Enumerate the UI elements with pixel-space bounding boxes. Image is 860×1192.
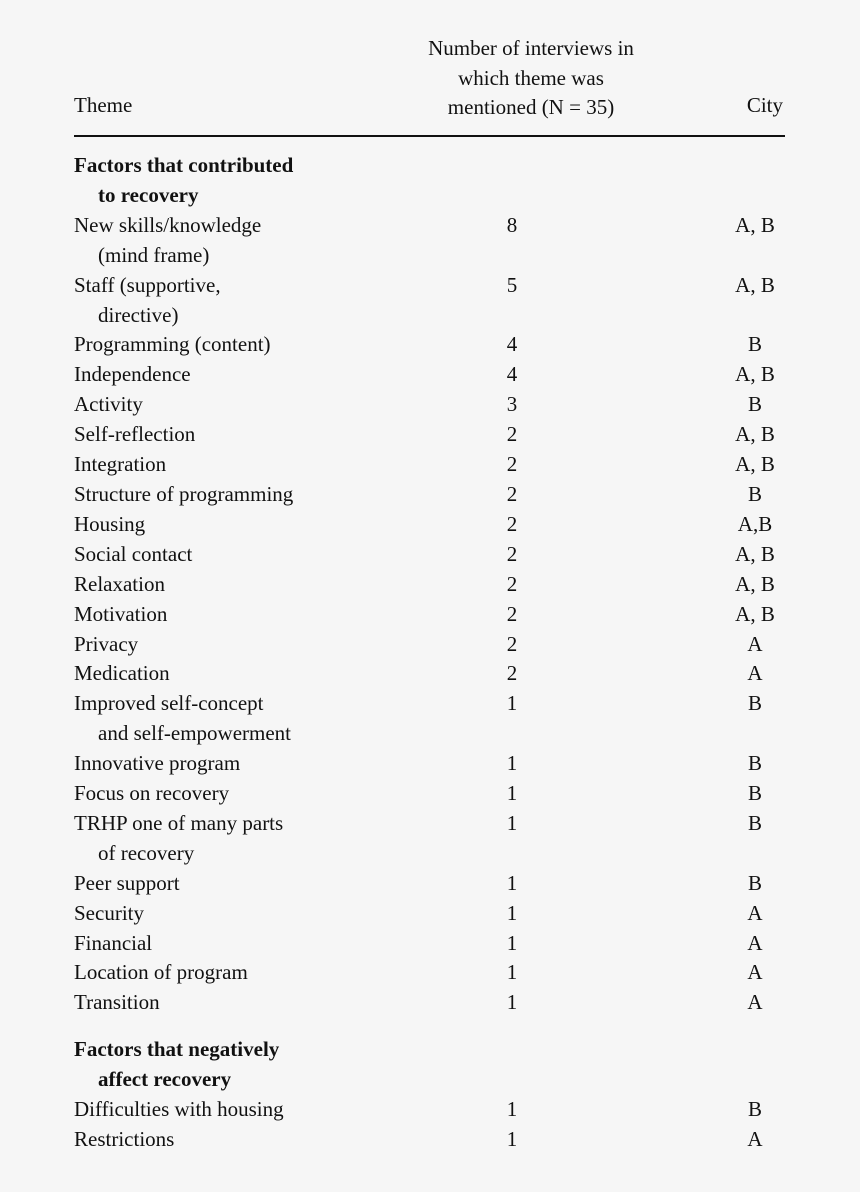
section-heading-line1: Factors that negatively (74, 1037, 280, 1061)
theme-cell (74, 809, 334, 869)
count-cell: 2 (506, 601, 518, 626)
theme-cell (74, 1095, 334, 1125)
table-row (74, 570, 785, 600)
theme-text: Transition (74, 990, 160, 1015)
table-row (74, 958, 785, 988)
theme-cell (74, 630, 334, 660)
table-row (74, 779, 785, 809)
theme-text: Security (74, 900, 144, 925)
theme-cell (74, 480, 334, 510)
city-cell: B (747, 392, 762, 417)
table-row (74, 929, 785, 959)
section-heading (74, 151, 785, 211)
city-cell: A (747, 631, 763, 656)
count-cell: 2 (506, 481, 518, 506)
table-row (74, 988, 785, 1018)
city-cell: B (747, 870, 762, 895)
city-cell: B (747, 1096, 762, 1121)
count-cell: 4 (506, 332, 518, 357)
table-row (74, 420, 785, 450)
count-cell: 1 (506, 1096, 518, 1121)
count-cell: 2 (506, 541, 518, 566)
city-cell: A (747, 930, 763, 955)
theme-cell (74, 540, 334, 570)
theme-text: Housing (74, 511, 146, 536)
theme-text: Independence (74, 362, 191, 387)
table-row (74, 600, 785, 630)
table-row (74, 630, 785, 660)
city-cell: B (747, 691, 762, 716)
table-row (74, 1125, 785, 1155)
theme-cell (74, 450, 334, 480)
city-cell: A, B (735, 452, 775, 477)
theme-cell (74, 510, 334, 540)
count-cell: 2 (506, 422, 518, 447)
section-heading-text (74, 1035, 334, 1095)
theme-cell (74, 749, 334, 779)
section-negative-factors (74, 1035, 785, 1155)
theme-text: Relaxation (74, 571, 165, 596)
theme-text: Social contact (74, 541, 193, 566)
themes-table (74, 0, 785, 1151)
table-row (74, 390, 785, 420)
theme-cell (74, 869, 334, 899)
table-row (74, 480, 785, 510)
count-cell: 1 (506, 870, 518, 895)
theme-cell (74, 271, 334, 331)
theme-cell (74, 659, 334, 689)
city-cell: A (747, 960, 763, 985)
theme-cell (74, 360, 334, 390)
table-row (74, 510, 785, 540)
table-row (74, 1095, 785, 1125)
theme-text-continued: (mind frame) (98, 242, 210, 267)
table-row (74, 899, 785, 929)
theme-text: Self-reflection (74, 422, 196, 447)
section-contributing-factors (74, 151, 785, 1018)
column-header-count (370, 34, 692, 123)
count-cell: 3 (506, 392, 518, 417)
theme-text: Medication (74, 661, 170, 686)
theme-text: Peer support (74, 870, 180, 895)
theme-cell (74, 570, 334, 600)
count-cell: 2 (506, 571, 518, 596)
theme-text-continued: of recovery (98, 840, 195, 865)
theme-text: Restrictions (74, 1126, 175, 1151)
theme-text: Financial (74, 930, 153, 955)
theme-text: Motivation (74, 601, 168, 626)
section-heading-line2: affect recovery (98, 1066, 232, 1091)
theme-cell (74, 420, 334, 450)
column-header-count-line1: Number of interviews in (428, 36, 634, 60)
city-cell: A, B (735, 422, 775, 447)
city-cell: A, B (735, 571, 775, 596)
theme-cell (74, 899, 334, 929)
table-row (74, 360, 785, 390)
theme-cell (74, 1125, 334, 1155)
section-heading-line2: to recovery (98, 182, 199, 207)
theme-cell (74, 390, 334, 420)
section-heading (74, 1035, 785, 1095)
theme-text: Integration (74, 452, 167, 477)
count-cell: 2 (506, 631, 518, 656)
theme-text: Innovative program (74, 751, 241, 776)
column-header-count-line3: mentioned (N = 35) (447, 95, 615, 119)
section-heading-text (74, 151, 334, 211)
city-cell: B (747, 781, 762, 806)
city-cell: A, B (735, 362, 775, 387)
count-cell: 1 (506, 691, 518, 716)
city-cell: A, B (735, 272, 775, 297)
city-cell: B (747, 332, 762, 357)
table-row (74, 450, 785, 480)
theme-cell (74, 600, 334, 630)
table-row (74, 869, 785, 899)
count-cell: 1 (506, 990, 518, 1015)
city-cell: A, B (735, 541, 775, 566)
theme-text-continued: directive) (98, 302, 179, 327)
theme-cell (74, 689, 334, 749)
theme-text: Activity (74, 392, 143, 417)
count-cell: 2 (506, 661, 518, 686)
count-cell: 1 (506, 960, 518, 985)
theme-text: New skills/knowledge (74, 212, 262, 237)
theme-text: Staff (supportive, (74, 272, 221, 297)
theme-cell (74, 330, 334, 360)
city-cell: A,B (737, 511, 773, 536)
theme-text-continued: and self-empowerment (98, 721, 292, 746)
column-header-count-line2: which theme was (458, 65, 604, 90)
count-cell: 1 (506, 1126, 518, 1151)
count-cell: 2 (506, 511, 518, 536)
count-cell: 1 (506, 751, 518, 776)
count-cell: 1 (506, 810, 518, 835)
table-header (74, 0, 785, 137)
city-cell: A (747, 900, 763, 925)
city-cell: B (747, 481, 762, 506)
city-cell: B (747, 751, 762, 776)
theme-text: Focus on recovery (74, 781, 230, 806)
count-cell: 1 (506, 781, 518, 806)
table-row (74, 540, 785, 570)
theme-text: Difficulties with housing (74, 1096, 284, 1121)
table-row (74, 809, 785, 869)
theme-cell (74, 988, 334, 1018)
city-cell: A, B (735, 212, 775, 237)
theme-text: Improved self-concept (74, 691, 264, 716)
count-cell: 4 (506, 362, 518, 387)
city-cell: A (747, 1126, 763, 1151)
theme-cell (74, 929, 334, 959)
theme-text: Privacy (74, 631, 139, 656)
theme-text: TRHP one of many parts (74, 810, 284, 835)
theme-cell (74, 958, 334, 988)
theme-cell (74, 211, 334, 271)
theme-cell (74, 779, 334, 809)
theme-text: Programming (content) (74, 332, 271, 357)
column-header-theme: Theme (74, 93, 133, 117)
table-row (74, 330, 785, 360)
count-cell: 2 (506, 452, 518, 477)
table-row (74, 271, 785, 331)
column-header-city: City (746, 93, 783, 117)
theme-text: Structure of programming (74, 481, 294, 506)
city-cell: A (747, 661, 763, 686)
table-row (74, 211, 785, 271)
section-heading-line1: Factors that contributed (74, 153, 294, 177)
city-cell: A, B (735, 601, 775, 626)
count-cell: 1 (506, 930, 518, 955)
city-cell: B (747, 810, 762, 835)
count-cell: 5 (506, 272, 518, 297)
table-row (74, 749, 785, 779)
table-row (74, 689, 785, 749)
count-cell: 1 (506, 900, 518, 925)
count-cell: 8 (506, 212, 518, 237)
city-cell: A (747, 990, 763, 1015)
theme-text: Location of program (74, 960, 248, 985)
table-row (74, 659, 785, 689)
header-rule (74, 135, 785, 137)
